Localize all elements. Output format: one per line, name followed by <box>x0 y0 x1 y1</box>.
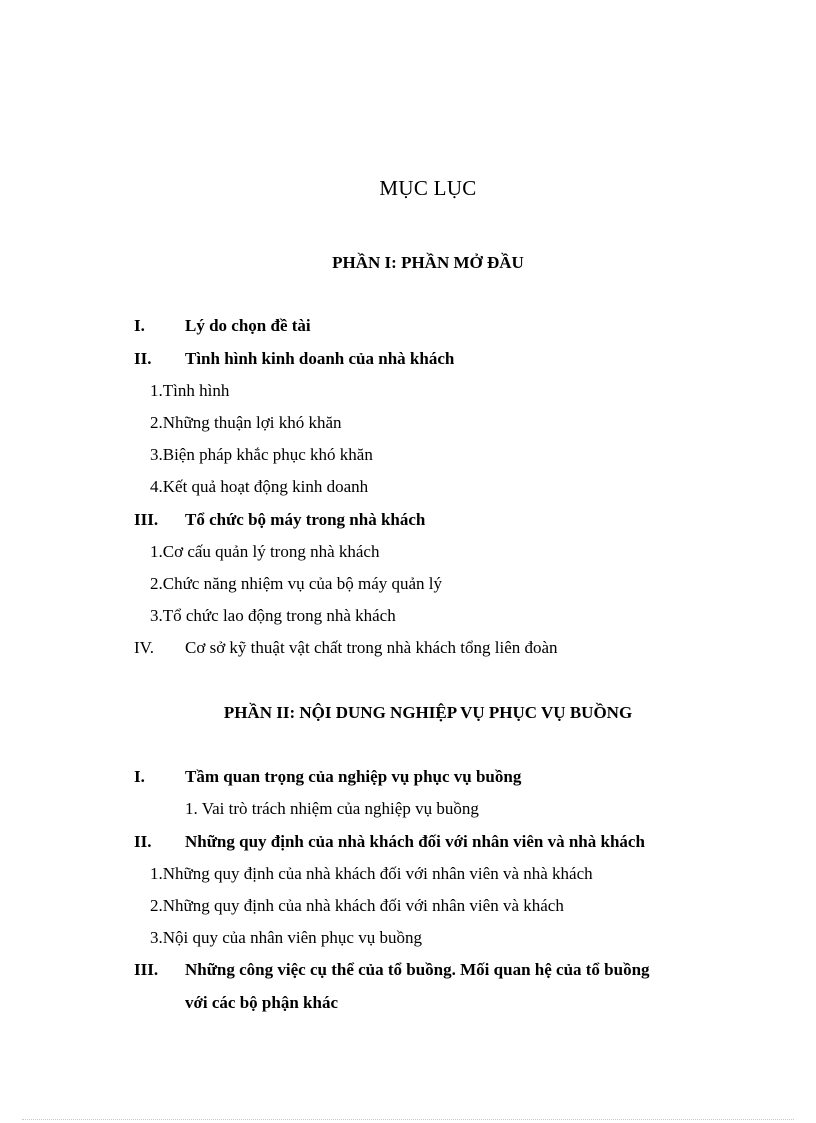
toc-subitem: 2.Chức năng nhiệm vụ của bộ máy quản lý <box>150 574 443 593</box>
toc-section: Tổ chức bộ máy trong nhà khách <box>185 510 426 529</box>
toc-section: Lý do chọn đề tài <box>185 316 311 335</box>
toc-numeral: III. <box>134 960 159 979</box>
toc-numeral: I. <box>134 767 145 786</box>
toc-subitem: 2.Những thuận lợi khó khăn <box>150 413 342 432</box>
toc-section: Tầm quan trọng của nghiệp vụ phục vụ buồng <box>185 767 522 786</box>
toc-subitem: 1.Cơ cấu quản lý trong nhà khách <box>150 542 380 561</box>
toc-subitem: 2.Những quy định của nhà khách đối với nhân viên và khách <box>150 896 564 915</box>
toc-numeral: III. <box>134 510 159 529</box>
toc-subitem: 3.Nội quy của nhân viên phục vụ buồng <box>150 928 422 947</box>
toc-section-continued: với các bộ phận khác <box>185 993 338 1012</box>
toc-subitem: 1.Những quy định của nhà khách đối với nhân viên và nhà khách <box>150 864 593 883</box>
part1-heading: PHẦN I: PHẦN MỞ ĐẦU <box>332 253 524 272</box>
toc-section: Những công việc cụ thể của tổ buồng. Mối quan hệ của tổ buồng <box>185 960 650 979</box>
toc-numeral: I. <box>134 316 145 335</box>
toc-subitem: 3.Biện pháp khắc phục khó khăn <box>150 445 373 464</box>
toc-section: Những quy định của nhà khách đối với nhân viên và nhà khách <box>185 832 645 851</box>
toc-subitem: 4.Kết quả hoạt động kinh doanh <box>150 477 369 496</box>
page-title: MỤC LỤC <box>379 176 477 200</box>
toc-subitem: 3.Tổ chức lao động trong nhà khách <box>150 606 396 625</box>
toc-numeral: II. <box>134 832 152 851</box>
toc-section: Cơ sở kỹ thuật vật chất trong nhà khách tổng liên đoàn <box>185 638 558 657</box>
toc-numeral: II. <box>134 349 152 368</box>
toc-subitem: 1.Tình hình <box>150 381 230 400</box>
toc-section: Tình hình kinh doanh của nhà khách <box>185 349 455 368</box>
page-bottom-divider <box>22 1119 794 1120</box>
part2-heading: PHẦN II: NỘI DUNG NGHIỆP VỤ PHỤC VỤ BUỒNG <box>223 703 633 722</box>
toc-numeral: IV. <box>134 638 154 657</box>
toc-subitem: 1. Vai trò trách nhiệm của nghiệp vụ buồng <box>185 799 479 818</box>
